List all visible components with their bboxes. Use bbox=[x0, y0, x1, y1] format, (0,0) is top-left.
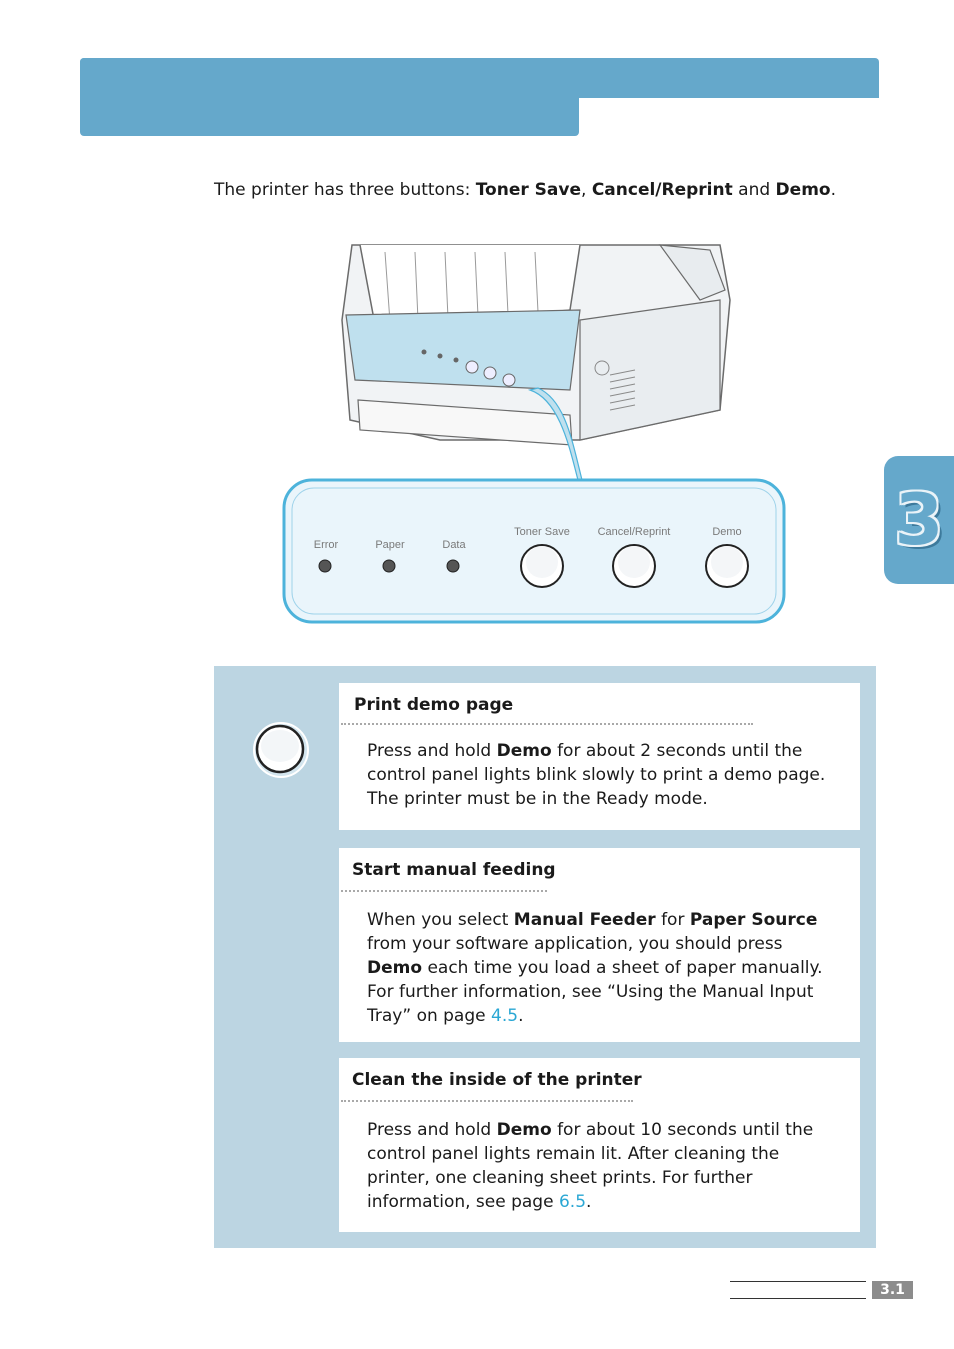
card-print-demo-page bbox=[339, 683, 860, 830]
demo-term: Demo bbox=[775, 180, 831, 200]
card-body: Press and hold Demo for about 10 seconds until the control panel lights remain lit. After cleaning the printer, one cleaning sheet prints. For further information, see page 6.5. bbox=[367, 1120, 814, 1212]
footer-rule bbox=[730, 1281, 866, 1282]
cancel-reprint-term: Cancel/Reprint bbox=[591, 180, 733, 200]
card-start-manual-feeding bbox=[339, 848, 860, 1042]
card-title: Clean the inside of the printer bbox=[352, 1070, 642, 1090]
page-number: 3.1 bbox=[872, 1281, 913, 1299]
chapter-tab bbox=[884, 456, 954, 584]
dotted-divider bbox=[341, 890, 547, 892]
page-link-6-5[interactable]: 6.5 bbox=[558, 1192, 587, 1212]
demo-label: Demo bbox=[712, 526, 742, 538]
toner-save-term: Toner Save bbox=[475, 180, 581, 200]
card-title: Start manual feeding bbox=[352, 860, 556, 880]
footer-rule bbox=[730, 1298, 866, 1299]
card-title: Print demo page bbox=[354, 695, 514, 715]
cancel-reprint-label: Cancel/Reprint bbox=[597, 526, 671, 538]
demo-button-icon bbox=[253, 722, 309, 778]
page-link-4-5[interactable]: 4.5 bbox=[491, 1006, 519, 1026]
printer-control-panel-illustration bbox=[280, 240, 790, 630]
data-led-icon bbox=[447, 560, 459, 572]
printer-drawing bbox=[342, 245, 730, 480]
data-label: Data bbox=[442, 539, 466, 551]
card-body: When you select Manual Feeder for Paper Source from your software application, you should press Demo each time you load a sheet of paper manually. For further information, see “Using the Manual Input Tray” on page 4.5. bbox=[367, 910, 823, 1026]
demo-button-icon bbox=[706, 545, 748, 587]
chapter-number: 3 bbox=[894, 479, 944, 561]
error-label: Error bbox=[313, 539, 339, 551]
card-clean-inside-printer bbox=[339, 1058, 860, 1232]
error-led-icon bbox=[319, 560, 331, 572]
toner-save-label: Toner Save bbox=[514, 526, 570, 538]
cancel-reprint-button-icon bbox=[613, 545, 655, 587]
card-body: Press and hold Demo for about 2 seconds until the control panel lights blink slowly to print a demo page. The printer must be in the Ready mode. bbox=[367, 741, 826, 809]
intro-text: The printer has three buttons: Toner Save, Cancel/Reprint and Demo. bbox=[214, 180, 836, 200]
paper-led-icon bbox=[383, 560, 395, 572]
paper-label: Paper bbox=[375, 539, 405, 551]
dotted-divider bbox=[341, 1100, 633, 1102]
chapter-header-tab bbox=[80, 58, 579, 136]
toner-save-button-icon bbox=[521, 545, 563, 587]
dotted-divider bbox=[341, 723, 753, 725]
